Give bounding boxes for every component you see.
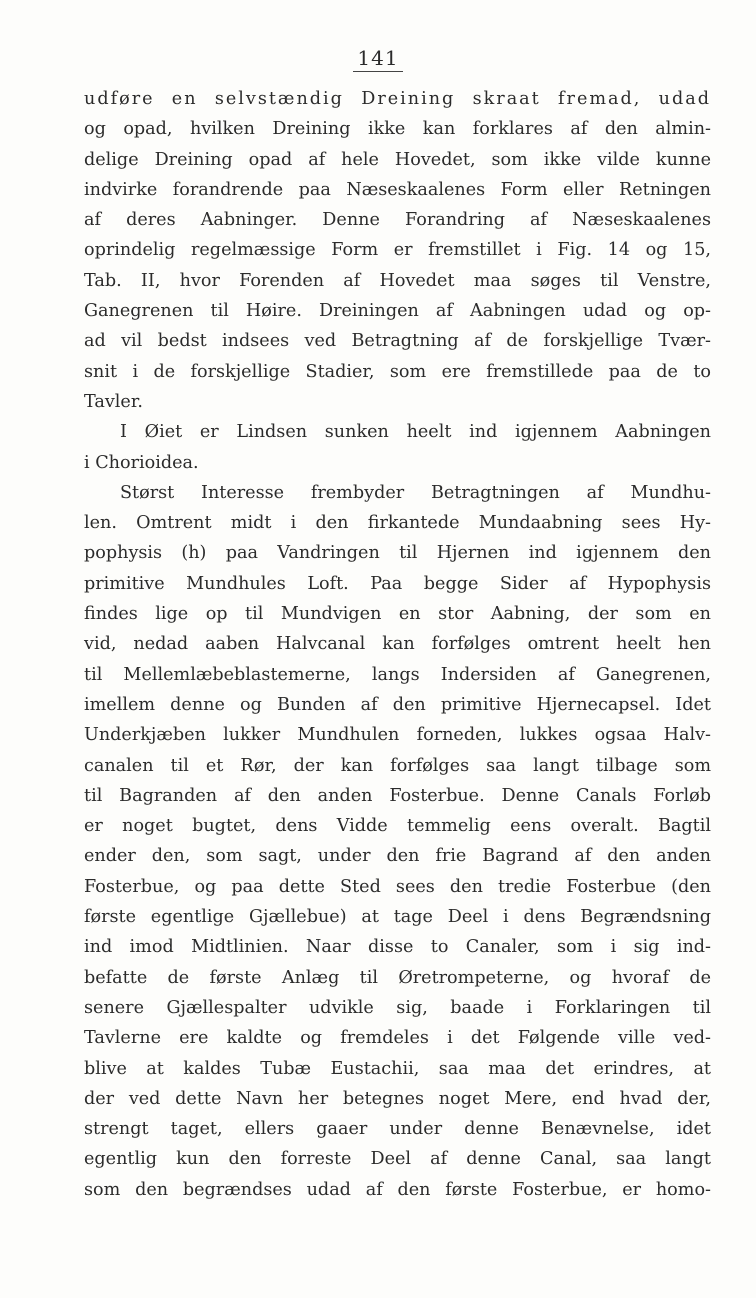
- text-line: canalen til et Rør, der kan forfølges saa langt tilbage som: [84, 755, 711, 776]
- text-line: ind imod Midtlinien. Naar disse to Canaler, som i sig ind-: [84, 937, 711, 958]
- text-line: første egentlige Gjællebue) at tage Deel i dens Begrændsning: [84, 907, 711, 928]
- page-number-text: 141: [353, 46, 402, 72]
- text-line: Ganegrenen til Høire. Dreiningen af Aabningen udad og op-: [84, 301, 711, 322]
- text-line: Størst Interesse frembyder Betragtningen af Mundhu-: [120, 482, 711, 503]
- page-number: [0, 46, 756, 70]
- text-line: Fosterbue, og paa dette Sted sees den tredie Fosterbue (den: [84, 876, 711, 897]
- text-line: I Øiet er Lindsen sunken heelt ind igjennem Aabningen: [120, 422, 711, 443]
- text-line: delige Dreining opad af hele Hovedet, som ikke vilde kunne: [84, 149, 711, 170]
- text-line: Tavler.: [84, 391, 143, 412]
- text-line: strengt taget, ellers gaaer under denne Benævnelse, idet: [84, 1119, 711, 1140]
- text-line: udføre en selvstændig Dreining skraat fremad, udad: [84, 89, 711, 109]
- text-line: til Bagranden af den anden Fosterbue. Denne Canals Forløb: [84, 785, 711, 806]
- text-line: der ved dette Navn her betegnes noget Mere, end hvad der,: [84, 1088, 711, 1109]
- text-line: imellem denne og Bunden af den primitive Hjernecapsel. Idet: [84, 694, 711, 715]
- text-line: Tavlerne ere kaldte og fremdeles i det Følgende ville ved-: [84, 1028, 711, 1049]
- text-line: befatte de første Anlæg til Øretrompeterne, og hvoraf de: [84, 967, 711, 988]
- text-line: til Mellemlæbeblastemerne, langs Indersiden af Ganegrenen,: [84, 664, 711, 685]
- text-line: senere Gjællespalter udvikle sig, baade i Forklaringen til: [84, 997, 711, 1018]
- text-line: oprindelig regelmæssige Form er fremstillet i Fig. 14 og 15,: [84, 240, 711, 261]
- text-line: pophysis (h) paa Vandringen til Hjernen ind igjennem den: [84, 543, 711, 564]
- text-line: snit i de forskjellige Stadier, som ere fremstillede paa de to: [84, 361, 711, 382]
- text-line: af deres Aabninger. Denne Forandring af Næseskaalenes: [84, 210, 711, 231]
- text-line: blive at kaldes Tubæ Eustachii, saa maa det erindres, at: [84, 1058, 711, 1079]
- text-line: findes lige op til Mundvigen en stor Aabning, der som en: [84, 604, 711, 625]
- body-text: [84, 84, 711, 1205]
- text-line: som den begrændses udad af den første Fosterbue, er homo-: [84, 1179, 711, 1200]
- text-line: er noget bugtet, dens Vidde temmelig eens overalt. Bagtil: [84, 816, 711, 837]
- text-line: Underkjæben lukker Mundhulen forneden, lukkes ogsaa Halv-: [84, 725, 711, 746]
- text-line: egentlig kun den forreste Deel af denne Canal, saa langt: [84, 1149, 711, 1170]
- text-line: len. Omtrent midt i den firkantede Mundaabning sees Hy-: [84, 513, 711, 534]
- text-line: vid, nedad aaben Halvcanal kan forfølges omtrent heelt hen: [84, 634, 711, 655]
- text-line: og opad, hvilken Dreining ikke kan forklares af den almin-: [84, 119, 711, 140]
- text-line: ad vil bedst indsees ved Betragtning af de forskjellige Tvær-: [84, 331, 711, 352]
- text-line: primitive Mundhules Loft. Paa begge Sider af Hypophysis: [84, 573, 711, 594]
- text-line: indvirke forandrende paa Næseskaalenes Form eller Retningen: [84, 179, 711, 200]
- text-line: i Chorioidea.: [84, 452, 199, 473]
- text-line: Tab. II, hvor Forenden af Hovedet maa søges til Venstre,: [84, 270, 711, 291]
- text-line: ender den, som sagt, under den frie Bagrand af den anden: [84, 846, 711, 867]
